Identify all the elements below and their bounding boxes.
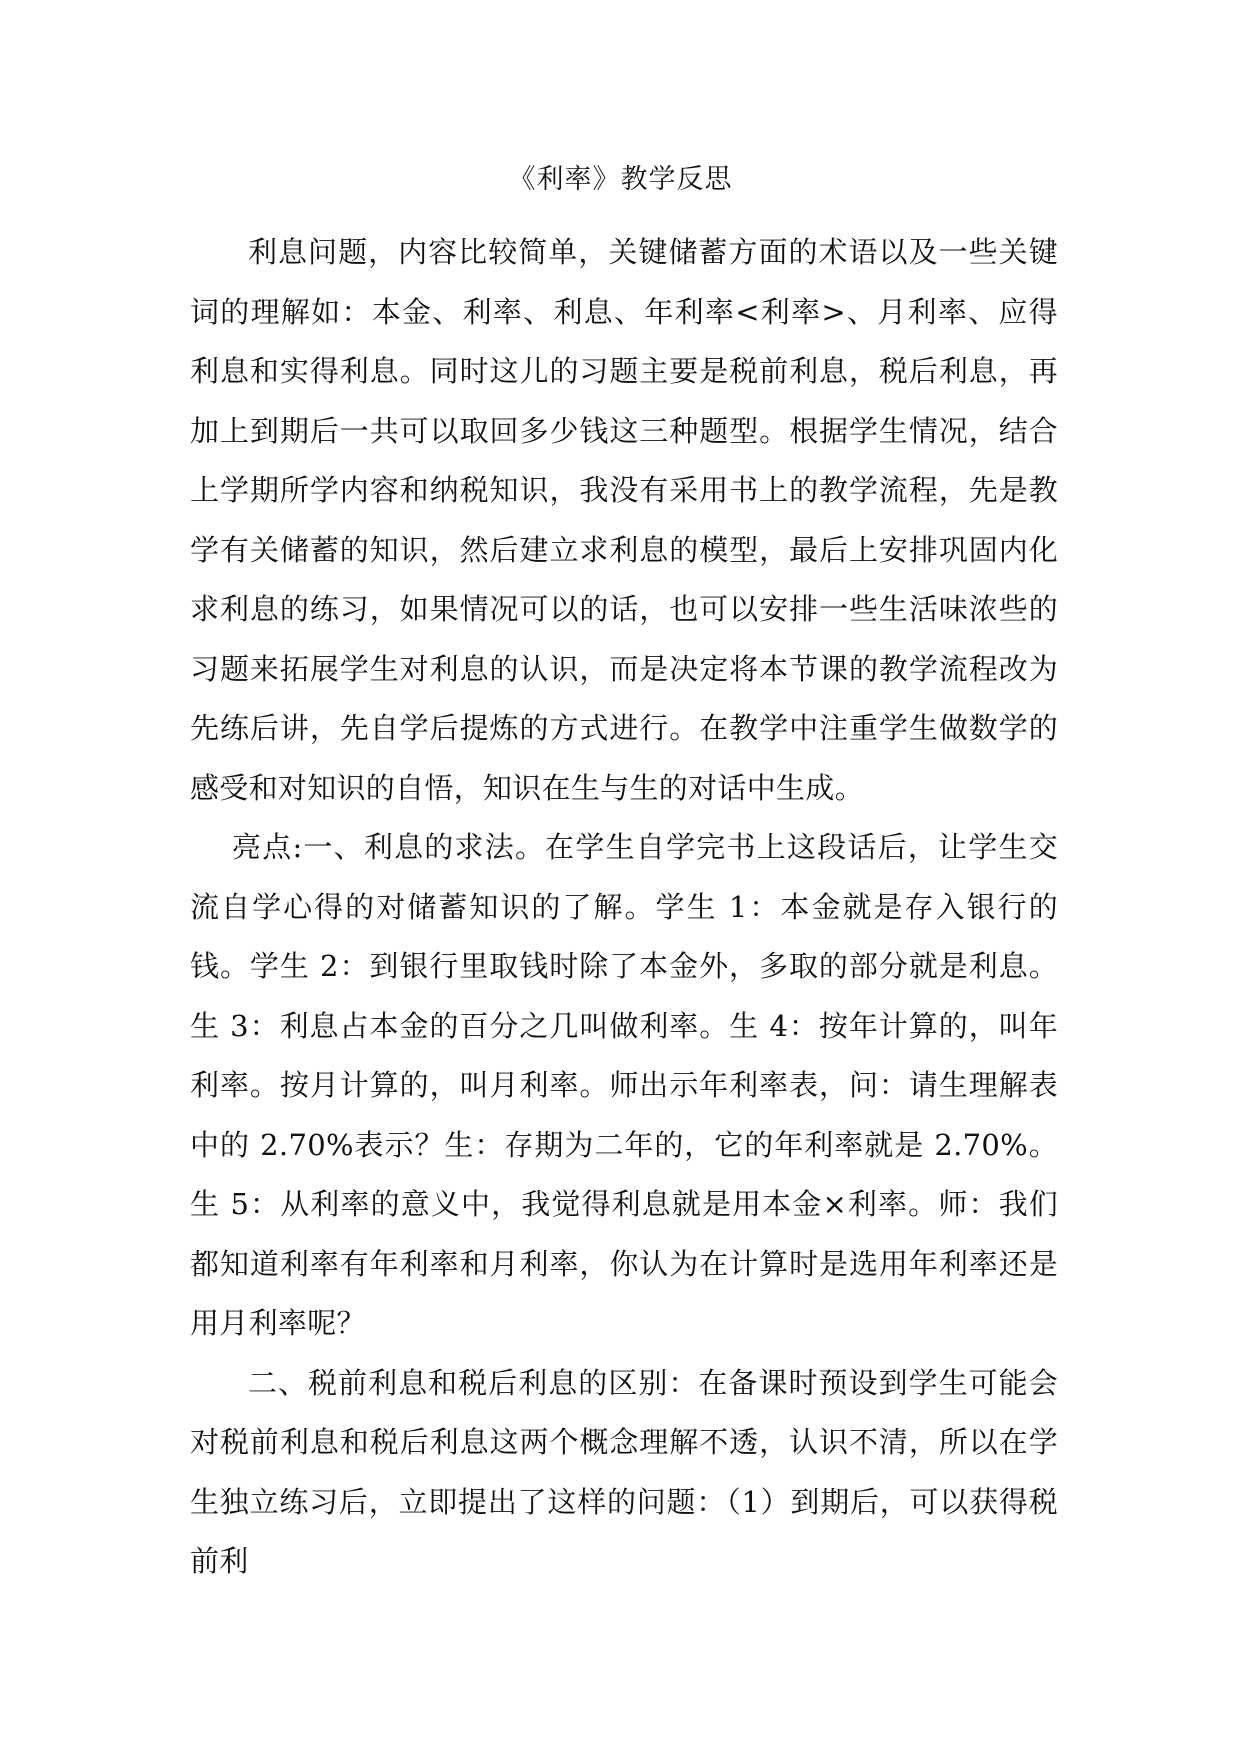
paragraph-highlight-two: 二、税前利息和税后利息的区别：在备课时预设到学生可能会对税前利息和税后利息这两个概念理解不透，认识不清，所以在学生独立练习后，立即提出了这样的问题：（1）到期后，可以获得税前利 — [190, 1365, 1058, 1578]
document-body — [190, 223, 1058, 1592]
paragraph-highlight-one: 亮点:一、利息的求法。在学生自学完书上这段话后，让学生交流自学心得的对储蓄知识的了解。学生 1：本金就是存入银行的钱。学生 2：到银行里取钱时除了本金外，多取的部分就是利息。生 3：利息占本金的百分之几叫做利率。生 4：按年计算的，叫年利率。按月计算的，叫月利率。师出示年利率表，问：请生理解表中的 2.70%表示？生：存期为二年的，它的年利率就是 2.70%。生 5：从利率的意义中，我觉得利息就是用本金×利率。师：我们都知道利率有年利率和月利率，你认为在计算时是选用年利率还是用月利率呢？ — [190, 830, 1058, 1340]
paragraph-intro: 利息问题，内容比较简单，关键储蓄方面的术语以及一些关键词的理解如：本金、利率、利息、年利率<利率>、月利率、应得利息和实得利息。同时这儿的习题主要是税前利息，税后利息，再加上到期后一共可以取回多少钱这三种题型。根据学生情况，结合上学期所学内容和纳税知识，我没有采用书上的教学流程，先是教学有关储蓄的知识，然后建立求利息的模型，最后上安排巩固内化求利息的练习，如果情况可以的话，也可以安排一些生活味浓些的习题来拓展学生对利息的认识，而是决定将本节课的教学流程改为先练后讲，先自学后提炼的方式进行。在教学中注重学生做数学的感受和对知识的自悟，知识在生与生的对话中生成。 — [190, 235, 1058, 805]
document-title: 《利率》教学反思 — [508, 164, 733, 195]
